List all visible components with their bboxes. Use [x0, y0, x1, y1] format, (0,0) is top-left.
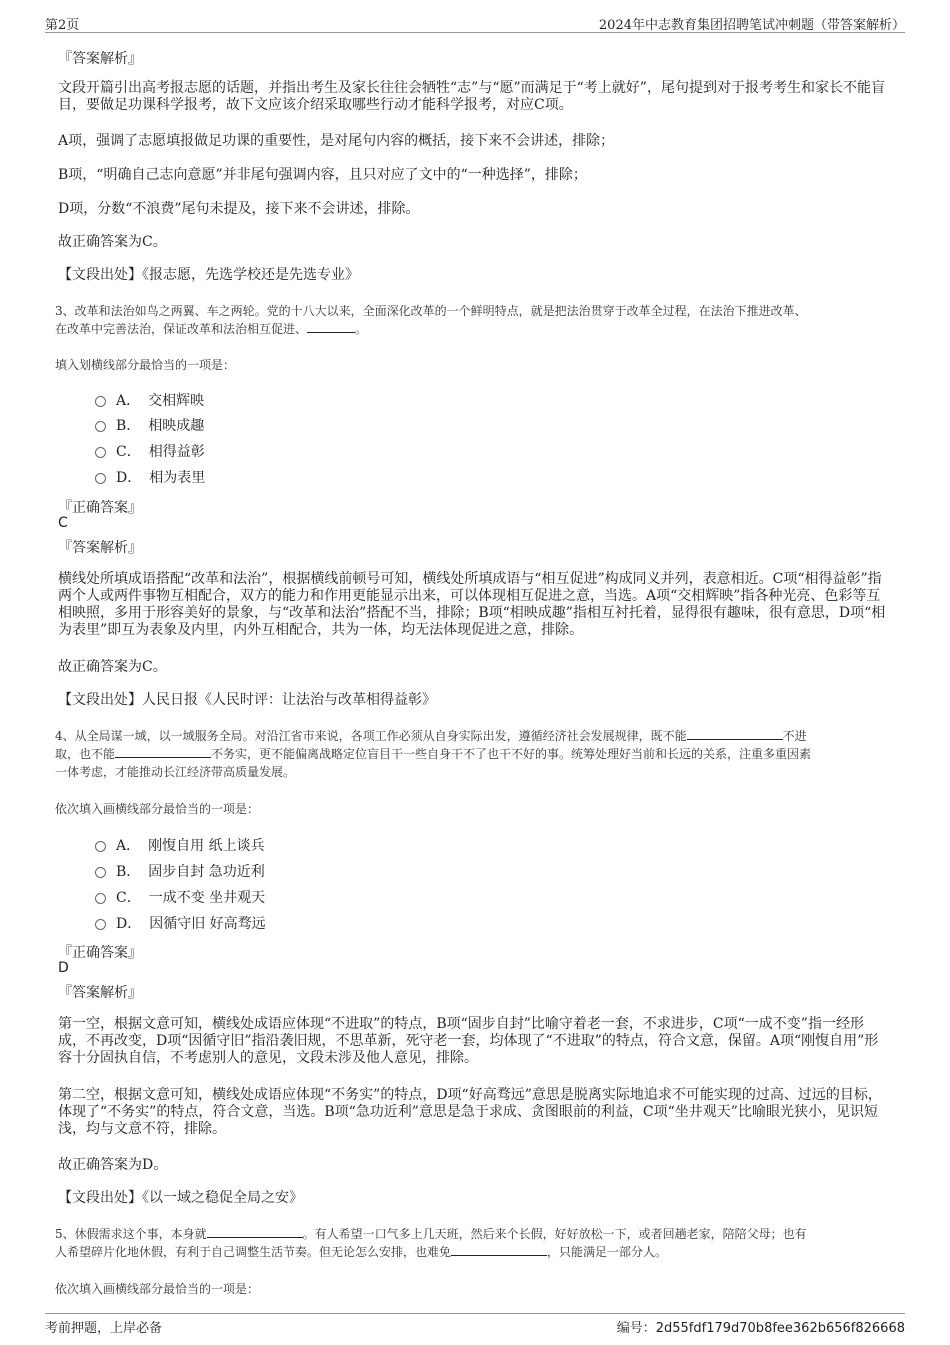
- conclusion: 故正确答案为C。: [58, 659, 167, 675]
- option-a[interactable]: A． 交相辉映: [95, 390, 204, 410]
- analysis-paragraph: 文段开篇引出高考报志愿的话题，并指出考生及家长往往会牺牲“志”与“愿”而满足于“考上就好”，尾句提到对于报考考生和家长不能盲目，要做足功课科学报考，故下文应该介绍采取哪些行动才能科学报考，对应C项。: [58, 80, 885, 113]
- option-a[interactable]: A． 刚愎自用 纸上谈兵: [95, 835, 265, 855]
- analysis-paragraph: D项，分数“不浪费”尾句未提及，接下来不会讲述，排除。: [58, 201, 420, 217]
- option-c[interactable]: C． 一成不变 坐井观天: [95, 887, 265, 907]
- correct-answer-label: 『正确答案』: [58, 945, 142, 961]
- analysis-paragraph: 第一空，根据文意可知，横线处成语应体现“不进取”的特点，B项“固步自封”比喻守着老一套，不求进步，C项“一成不变”指一经形成，不再改变，D项“因循守旧”指沿袭旧规，不思革新，死守老一套，均体现了“不进取”的特点，符合文意，保留。A项“刚愎自用”形容十分固执自信，不考虑别人的意见，文段未涉及他人意见，排除。: [58, 1016, 879, 1066]
- radio-button[interactable]: [95, 867, 106, 878]
- conclusion: 故正确答案为D。: [58, 1157, 168, 1173]
- radio-button[interactable]: [95, 473, 106, 484]
- page-footer: [45, 1313, 905, 1334]
- correct-answer: C: [58, 515, 68, 531]
- analysis-paragraph: A项，强调了志愿填报做足功课的重要性，是对尾句内容的概括，接下来不会讲述，排除；: [58, 133, 615, 149]
- fill-blank: [207, 1225, 303, 1238]
- page-number: 第2页: [45, 18, 80, 33]
- option-b[interactable]: B． 固步自封 急功近利: [95, 861, 265, 881]
- source: 【文段出处】《以一域之稳促全局之安》: [58, 1190, 303, 1206]
- question-prompt: 依次填入画横线部分最恰当的一项是：: [55, 1282, 260, 1296]
- analysis-paragraph: B项，“明确自己志向意愿”并非尾句强调内容，且只对应了文中的“一种选择”，排除；: [58, 167, 587, 183]
- question-prompt: 填入划横线部分最恰当的一项是：: [55, 358, 236, 372]
- analysis-paragraph: 横线处所填成语搭配“改革和法治”，根据横线前顿号可知，横线处所填成语与“相互促进”构成同义并列，表意相近。C项“相得益彰”指两个人或两件事物互相配合，双方的能力和作用更能显示出来，可以体现相互促进之意，当选。A项“交相辉映”指各种光亮、色彩等互相映照，多用于形容美好的景象，与“改革和法治”搭配不当，排除；B项“相映成趣”指相互衬托着，显得很有趣味，很有意思，D项“相为表里”即互为表象及内里，内外互相配合，共为一体，均无法体现促进之意，排除。: [58, 571, 886, 638]
- radio-button[interactable]: [95, 447, 106, 458]
- analysis-label: 『答案解析』: [58, 985, 142, 1001]
- option-b[interactable]: B． 相映成趣: [95, 415, 204, 435]
- question-prompt: 依次填入画横线部分最恰当的一项是：: [55, 802, 260, 816]
- radio-button[interactable]: [95, 893, 106, 904]
- question-4: 4、从全局谋一域，以一域服务全局。对沿江省市来说，各项工作必须从自身实际出发，遵循经济社会发展规律，既不能 不进 取，也不能 不务实，更不能偏离战略定位盲目干一些自身干不了也干不好的事。统筹处理好当前和长远的关系，注重多重因素 一体考虑，才能推动长江经济带高质量发展。: [55, 729, 812, 779]
- radio-button[interactable]: [95, 841, 106, 852]
- radio-button[interactable]: [95, 421, 106, 432]
- option-c[interactable]: C． 相得益彰: [95, 441, 205, 461]
- conclusion: 故正确答案为C。: [58, 234, 167, 250]
- correct-answer-label: 『正确答案』: [58, 500, 142, 516]
- fill-blank: [307, 320, 355, 333]
- analysis-paragraph: 第二空，根据文意可知，横线处成语应体现“不务实”的特点，D项“好高骛远”意思是脱离实际地追求不可能实现的过高、过远的目标，体现了“不务实”的特点，符合文意，当选。B项“急功近利”意思是急于求成、贪图眼前的利益，C项“坐井观天”比喻眼光狭小，见识短浅，均与文意不符，排除。: [58, 1087, 882, 1137]
- radio-button[interactable]: [95, 396, 106, 407]
- option-d[interactable]: D． 因循守旧 好高骛远: [95, 913, 266, 933]
- question-3: 3、改革和法治如鸟之两翼、车之两轮。党的十八大以来，全面深化改革的一个鲜明特点，就是把法治贯穿于改革全过程，在法治下推进改革、 在改革中完善法治，保证改革和法治相互促进、 。: [55, 304, 807, 336]
- fill-blank: [451, 1243, 547, 1256]
- footer-slogan: 考前押题，上岸必备: [45, 1321, 163, 1336]
- source: 【文段出处】人民日报《人民时评：让法治与改革相得益彰》: [58, 692, 436, 708]
- analysis-label: 『答案解析』: [58, 540, 142, 556]
- document-code: 编号：2d55fdf179d70b8fee362b656f826668: [616, 1321, 905, 1336]
- analysis-label: 『答案解析』: [58, 51, 142, 67]
- correct-answer: D: [58, 960, 69, 976]
- document-title: 2024年中志教育集团招聘笔试冲刺题（带答案解析）: [598, 18, 905, 33]
- option-d[interactable]: D． 相为表里: [95, 467, 205, 487]
- source: 【文段出处】《报志愿，先选学校还是先选专业》: [58, 267, 359, 283]
- page-header: [45, 12, 905, 33]
- question-5: 5、休假需求这个事，本身就 。有人希望一口气多上几天班，然后来个长假，好好放松一下，或者回趟老家，陪陪父母；也有 人希望碎片化地休假，有利于自己调整生活节奏。但无论怎么安排，也难免 ，只能满足一部分人。: [55, 1227, 807, 1259]
- radio-button[interactable]: [95, 919, 106, 930]
- fill-blank: [687, 727, 783, 740]
- fill-blank: [115, 745, 211, 758]
